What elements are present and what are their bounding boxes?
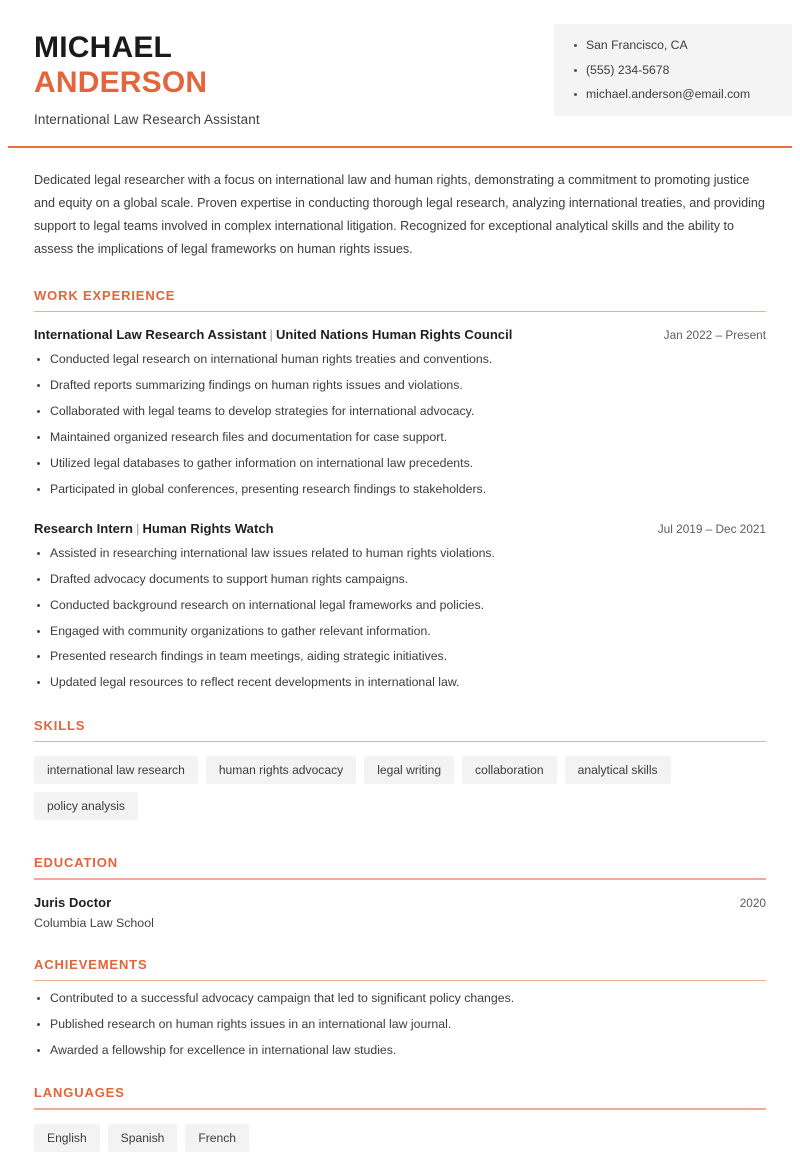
contact-email[interactable]: michael.anderson@email.com xyxy=(572,87,772,102)
section-skills xyxy=(34,718,766,829)
section-divider-education xyxy=(34,878,766,880)
list-item: Collaborated with legal teams to develop strategies for international advocacy. xyxy=(34,404,766,419)
languages-tag-list xyxy=(34,1124,766,1160)
list-item: Assisted in researching international law issues related to human rights violations. xyxy=(34,546,766,561)
section-title-work-experience: WORK EXPERIENCE xyxy=(34,287,176,303)
work-entry-title xyxy=(34,521,274,536)
section-achievements xyxy=(34,957,766,1059)
section-title-education: EDUCATION xyxy=(34,855,118,871)
first-name: MICHAEL xyxy=(34,31,173,64)
list-item: Maintained organized research files and documentation for case support. xyxy=(34,430,766,445)
work-entry xyxy=(34,521,766,691)
skills-tag-list xyxy=(34,756,766,828)
skill-tag: analytical skills xyxy=(565,756,671,784)
work-entry-date: Jul 2019 – Dec 2021 xyxy=(657,521,766,536)
title-separator: | xyxy=(136,520,140,536)
professional-summary: Dedicated legal researcher with a focus on international law and human rights, demonstrating a commitment to promoting justice and equity on a global scale. Proven expertise in conducting thorough legal research, analyzing international treaties, and providing support to legal teams involved in complex international litigation. Recognized for exceptional analytical skills and the ability to assess the implications of legal frameworks on human rights issues. xyxy=(34,173,765,256)
contact-phone[interactable]: (555) 234-5678 xyxy=(572,63,772,78)
resume-body xyxy=(8,169,792,1160)
skill-tag: international law research xyxy=(34,756,198,784)
language-tag: Spanish xyxy=(108,1124,178,1152)
language-tag: French xyxy=(185,1124,249,1152)
skill-tag: legal writing xyxy=(364,756,454,784)
resume-document xyxy=(8,8,792,1160)
work-entry-bullets xyxy=(34,352,766,497)
list-item: Engaged with community organizations to gather relevant information. xyxy=(34,624,766,639)
language-tag: English xyxy=(34,1124,100,1152)
list-item: Awarded a fellowship for excellence in international law studies. xyxy=(34,1043,766,1058)
section-divider-work-experience xyxy=(34,311,766,313)
skill-tag: policy analysis xyxy=(34,792,138,820)
education-date: 2020 xyxy=(739,895,766,910)
section-title-languages: LANGUAGES xyxy=(34,1085,125,1101)
education-entry-header xyxy=(34,895,766,910)
identity-block xyxy=(8,24,260,127)
list-item: Presented research findings in team meetings, aiding strategic initiatives. xyxy=(34,649,766,664)
section-title-skills: SKILLS xyxy=(34,717,86,733)
section-divider-languages xyxy=(34,1108,766,1110)
education-entry xyxy=(34,895,766,930)
headline-job-title: International Law Research Assistant xyxy=(34,112,260,128)
work-entry-org: Human Rights Watch xyxy=(142,520,274,536)
list-item: Conducted background research on international legal frameworks and policies. xyxy=(34,598,766,613)
work-entry-role: Research Intern xyxy=(34,520,134,536)
list-item: Drafted reports summarizing findings on human rights issues and violations. xyxy=(34,378,766,393)
work-entry-bullets xyxy=(34,546,766,691)
section-divider-achievements xyxy=(34,980,766,982)
work-entry-header xyxy=(34,327,766,342)
header-divider xyxy=(8,146,792,148)
list-item: Conducted legal research on international human rights treaties and conventions. xyxy=(34,352,766,367)
work-entry xyxy=(34,327,766,497)
education-degree: Juris Doctor xyxy=(34,894,112,910)
list-item: Utilized legal databases to gather information on international law precedents. xyxy=(34,456,766,471)
list-item: Updated legal resources to reflect recent developments in international law. xyxy=(34,675,766,690)
work-entry-title xyxy=(34,327,512,342)
contact-info-box xyxy=(554,24,792,116)
list-item: Published research on human rights issues in an international law journal. xyxy=(34,1017,766,1032)
work-entry-date: Jan 2022 – Present xyxy=(663,328,766,343)
contact-list xyxy=(572,38,772,102)
section-education xyxy=(34,855,766,930)
title-separator: | xyxy=(269,327,273,343)
skill-tag: collaboration xyxy=(462,756,557,784)
section-work-experience xyxy=(34,288,766,691)
education-school: Columbia Law School xyxy=(34,915,154,930)
section-languages xyxy=(34,1085,766,1160)
achievements-list xyxy=(34,991,766,1058)
resume-header xyxy=(8,8,792,127)
section-divider-skills xyxy=(34,741,766,743)
work-entry-org: United Nations Human Rights Council xyxy=(275,327,513,343)
contact-location: San Francisco, CA xyxy=(572,38,772,53)
section-title-achievements: ACHIEVEMENTS xyxy=(34,956,148,972)
last-name: ANDERSON xyxy=(34,66,208,100)
list-item: Contributed to a successful advocacy campaign that led to significant policy changes. xyxy=(34,991,766,1006)
list-item: Drafted advocacy documents to support human rights campaigns. xyxy=(34,572,766,587)
list-item: Participated in global conferences, presenting research findings to stakeholders. xyxy=(34,482,766,497)
work-entry-role: International Law Research Assistant xyxy=(34,327,267,343)
skill-tag: human rights advocacy xyxy=(206,756,356,784)
work-entry-header xyxy=(34,521,766,536)
